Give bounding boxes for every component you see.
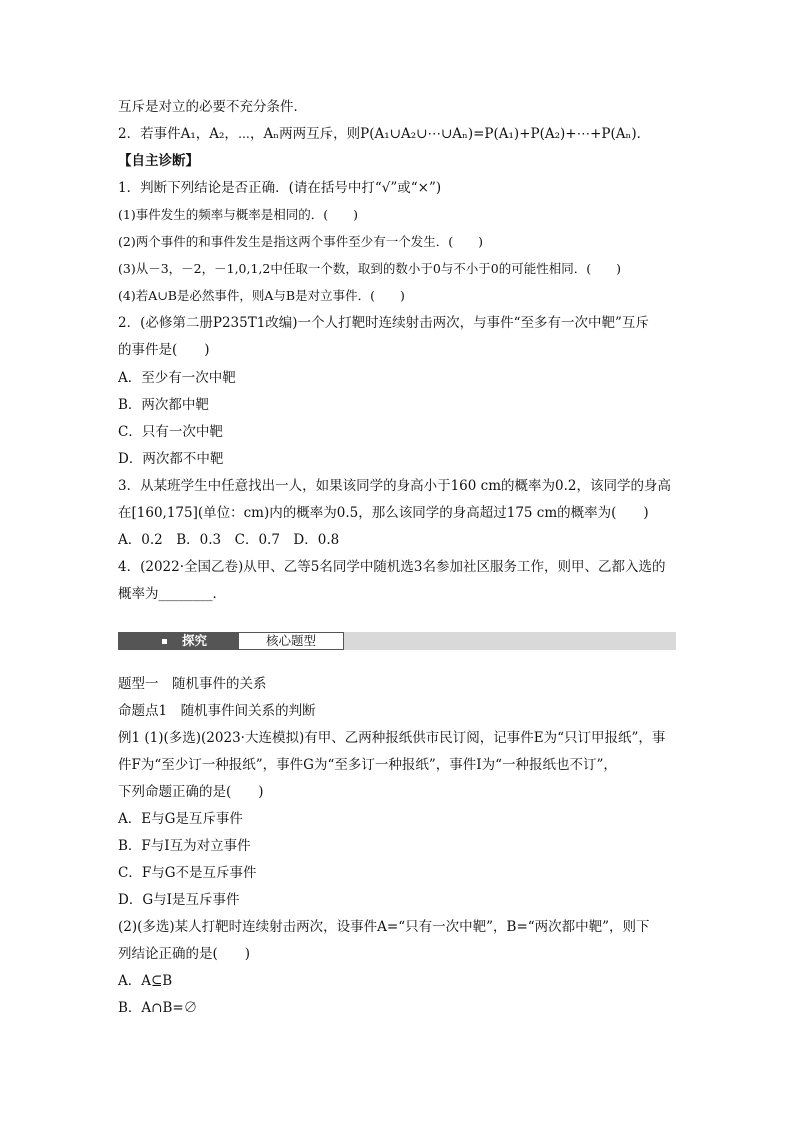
text-line: 例1 (1)(多选)(2023·大连模拟)有甲、乙两种报纸供市民订阅，记事件E为“只订甲报纸”，事 <box>118 730 666 746</box>
text-line: (2)两个事件的和事件发生是指这两个事件至少有一个发生．( ) <box>118 234 483 249</box>
text-line: 列结论正确的是( ) <box>118 946 251 962</box>
text-line: 概率为________． <box>118 586 226 602</box>
option-line: D．G与I是互斥事件 <box>118 892 240 908</box>
subsection-title: 命题点1 随机事件间关系的判断 <box>118 703 316 719</box>
option-line: A．A⊆B <box>118 973 173 989</box>
text-line: 4．(2022·全国乙卷)从甲、乙等5名同学中随机选3名参加社区服务工作，则甲、乙都入选的 <box>118 559 666 575</box>
option-line: B．F与I互为对立事件 <box>118 838 251 854</box>
text-line: (3)从－3，－2，－1,0,1,2中任取一个数，取到的数小于0与不小于0的可能性相同．( ) <box>118 261 622 276</box>
text-line: 2．(必修第二册P235T1改编)一个人打靶时连续射击两次，与事件“至多有一次中靶”互斥 <box>118 315 649 331</box>
section-heading: 【自主诊断】 <box>118 153 199 169</box>
text-line: 下列命题正确的是( ) <box>118 784 264 800</box>
text-line: 的事件是( ) <box>118 342 210 358</box>
square-bullet-icon <box>162 639 167 644</box>
text-line: 件F为“至少订一种报纸”，事件G为“至多订一种报纸”，事件I为“一种报纸也不订”， <box>118 757 617 773</box>
option-line: A．E与G是互斥事件 <box>118 811 243 827</box>
text-line: 互斥是对立的必要不充分条件． <box>118 99 307 115</box>
text-line: (2)(多选)某人打靶时连续射击两次，设事件A=“只有一次中靶”，B=“两次都中靶”，则下 <box>118 919 650 935</box>
option-line: B．两次都中靶 <box>118 397 209 413</box>
banner-right-label: 核心题型 <box>238 632 344 650</box>
option-line: A．至少有一次中靶 <box>118 370 236 386</box>
option-line: A．0.2 B．0.3 C．0.7 D．0.8 <box>118 532 340 548</box>
option-line: D．两次都不中靶 <box>118 451 224 467</box>
text-line: 3．从某班学生中任意找出一人，如果该同学的身高小于160 cm的概率为0.2，该同学的身高 <box>118 478 671 494</box>
text-line: (1)事件发生的频率与概率是相同的．( ) <box>118 207 358 222</box>
text-line: 1．判断下列结论是否正确．(请在括号中打“√”或“×”) <box>118 180 442 196</box>
text-line: (4)若A∪B是必然事件，则A与B是对立事件．( ) <box>118 288 405 303</box>
banner-left-label: 探究 <box>182 633 208 648</box>
option-line: C．F与G不是互斥事件 <box>118 865 257 881</box>
subsection-title: 题型一 随机事件的关系 <box>118 676 267 692</box>
option-line: B．A∩B=∅ <box>118 1000 198 1016</box>
section-banner <box>118 632 676 650</box>
text-line: 2．若事件A₁，A₂，⋯，Aₙ两两互斥，则P(A₁∪A₂∪⋯∪Aₙ)=P(A₁)+P(A₂)+⋯+P(Aₙ)． <box>118 126 651 142</box>
option-line: C．只有一次中靶 <box>118 424 223 440</box>
text-line: 在[160,175](单位：cm)内的概率为0.5，那么该同学的身高超过175 cm的概率为( ) <box>118 505 649 521</box>
banner-dark-tab <box>118 632 238 650</box>
